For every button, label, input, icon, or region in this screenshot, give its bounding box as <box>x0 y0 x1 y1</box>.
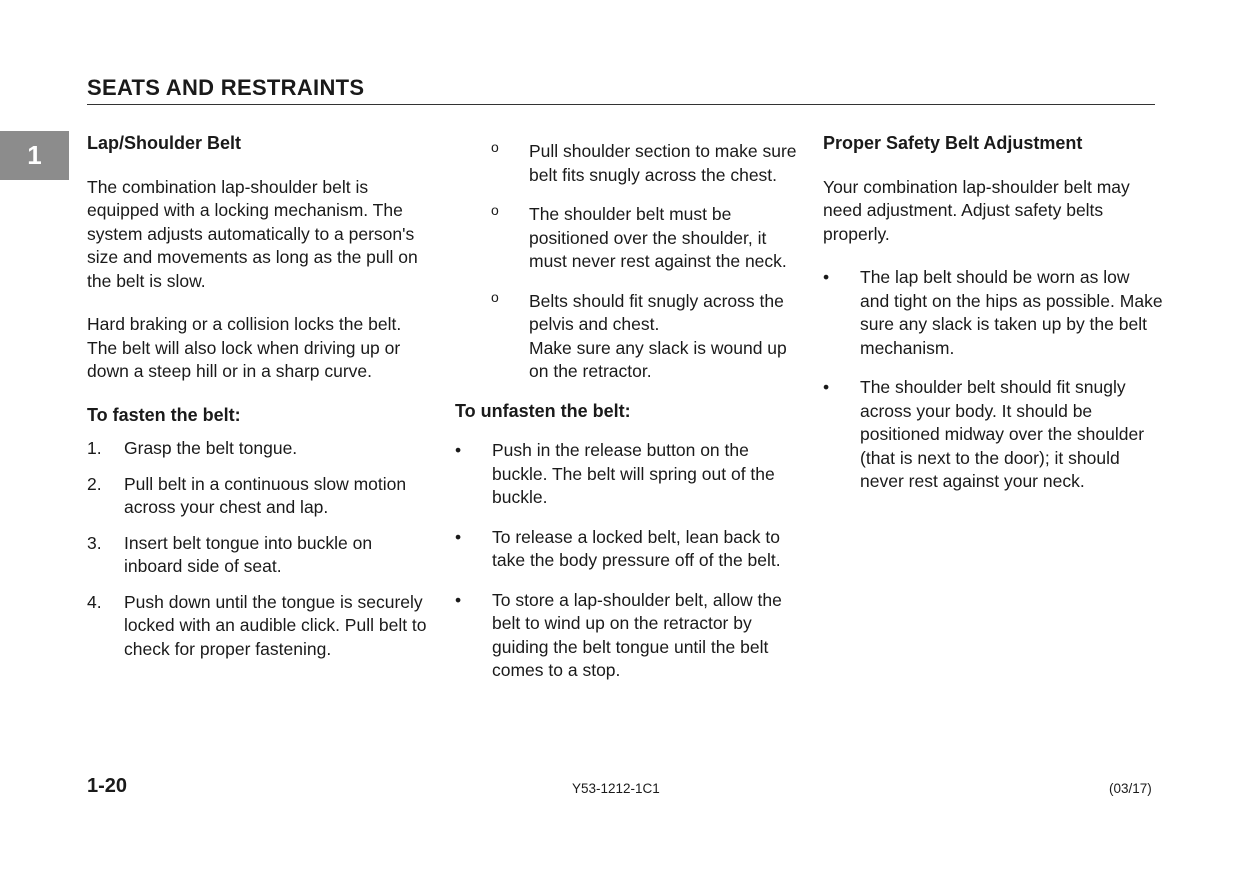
bullet-marker: • <box>823 377 830 397</box>
paragraph-belt-locks: Hard braking or a collision locks the belt. The belt will also lock when driving up or down a steep hill or in a sharp curve. <box>87 314 402 381</box>
bullet-item <box>455 439 800 510</box>
paragraph-adjustment: Your combination lap-shoulder belt may need adjustment. Adjust safety belts properly. <box>823 176 1130 244</box>
chapter-tab <box>0 131 69 180</box>
sub-item-line: Make sure any slack is wound up on the retractor. <box>529 337 787 381</box>
unfasten-bullets-list <box>455 439 800 683</box>
column-belt-adjustment <box>823 132 1163 510</box>
section-title: SEATS AND RESTRAINTS <box>87 75 365 100</box>
sub-item <box>455 290 800 384</box>
step-text: Pull belt in a continuous slow motion across your chest and lap. <box>124 473 407 517</box>
step-number: 4. <box>87 591 102 612</box>
bullet-text: To release a locked belt, lean back to take the body pressure off of the belt. <box>492 526 781 570</box>
sub-items-list <box>455 140 800 384</box>
fasten-step <box>87 437 427 461</box>
fasten-step <box>87 473 427 520</box>
document-date: (03/17) <box>1109 781 1152 796</box>
step-text: Push down until the tongue is securely locked with an audible click. Pull belt to check for proper fastening. <box>124 591 427 659</box>
bullet-item <box>455 526 800 573</box>
bullet-item <box>823 376 1163 494</box>
sub-item <box>455 140 800 187</box>
heading-to-unfasten: To unfasten the belt: <box>455 400 631 421</box>
bullet-marker: • <box>455 440 462 460</box>
heading-proper-adjustment: Proper Safety Belt Adjustment <box>823 133 1083 153</box>
step-number: 2. <box>87 473 102 494</box>
bullet-text: To store a lap-shoulder belt, allow the belt to wind up on the retractor by guiding the belt tongue until the belt comes to a stop. <box>492 589 782 680</box>
bullet-text: The shoulder belt should fit snugly across your body. It should be positioned midway over the shoulder (that is next to the door); it should never rest against your neck. <box>860 377 1145 491</box>
header-divider <box>87 104 1155 105</box>
sub-item-marker: o <box>491 288 499 305</box>
adjustment-bullets-list <box>823 266 1163 494</box>
sub-item-text: Pull shoulder section to make sure belt fits snugly across the chest. <box>529 141 797 185</box>
bullet-marker: • <box>823 267 830 287</box>
document-code: Y53-1212-1C1 <box>572 781 660 796</box>
step-text: Grasp the belt tongue. <box>124 438 298 458</box>
fasten-step <box>87 532 427 579</box>
fasten-steps-list <box>87 437 427 661</box>
column-fasten-continued <box>455 140 800 699</box>
column-lap-shoulder-belt <box>87 132 427 673</box>
sub-item <box>455 203 800 274</box>
bullet-text: The lap belt should be worn as low and tight on the hips as possible. Make sure any slack is taken up by the belt mechanism. <box>860 267 1163 358</box>
page-number: 1-20 <box>87 775 128 797</box>
step-number: 1. <box>87 438 102 458</box>
sub-item-marker: o <box>491 202 499 218</box>
sub-item-line: Belts should fit snugly across the pelvis and chest. <box>529 290 784 334</box>
step-text: Insert belt tongue into buckle on inboard side of seat. <box>124 532 373 576</box>
bullet-text: Push in the release button on the buckle. The belt will spring out of the buckle. <box>492 440 775 507</box>
paragraph-locking-mechanism: The combination lap-shoulder belt is equipped with a locking mechanism. The system adjusts automatically to a person's size and movements as long as the pull on the belt is slow. <box>87 176 418 291</box>
sub-item-text <box>529 290 800 384</box>
sub-item-marker: o <box>491 139 499 155</box>
sub-item-text: The shoulder belt must be positioned over the shoulder, it must never rest against the neck. <box>529 204 787 271</box>
bullet-item <box>823 266 1163 360</box>
step-number: 3. <box>87 532 102 553</box>
bullet-marker: • <box>455 526 462 547</box>
bullet-item <box>455 589 800 683</box>
fasten-step <box>87 591 427 662</box>
chapter-number: 1 <box>27 140 42 170</box>
bullet-marker: • <box>455 589 462 610</box>
heading-to-fasten: To fasten the belt: <box>87 404 241 425</box>
heading-lap-shoulder-belt: Lap/Shoulder Belt <box>87 133 242 153</box>
